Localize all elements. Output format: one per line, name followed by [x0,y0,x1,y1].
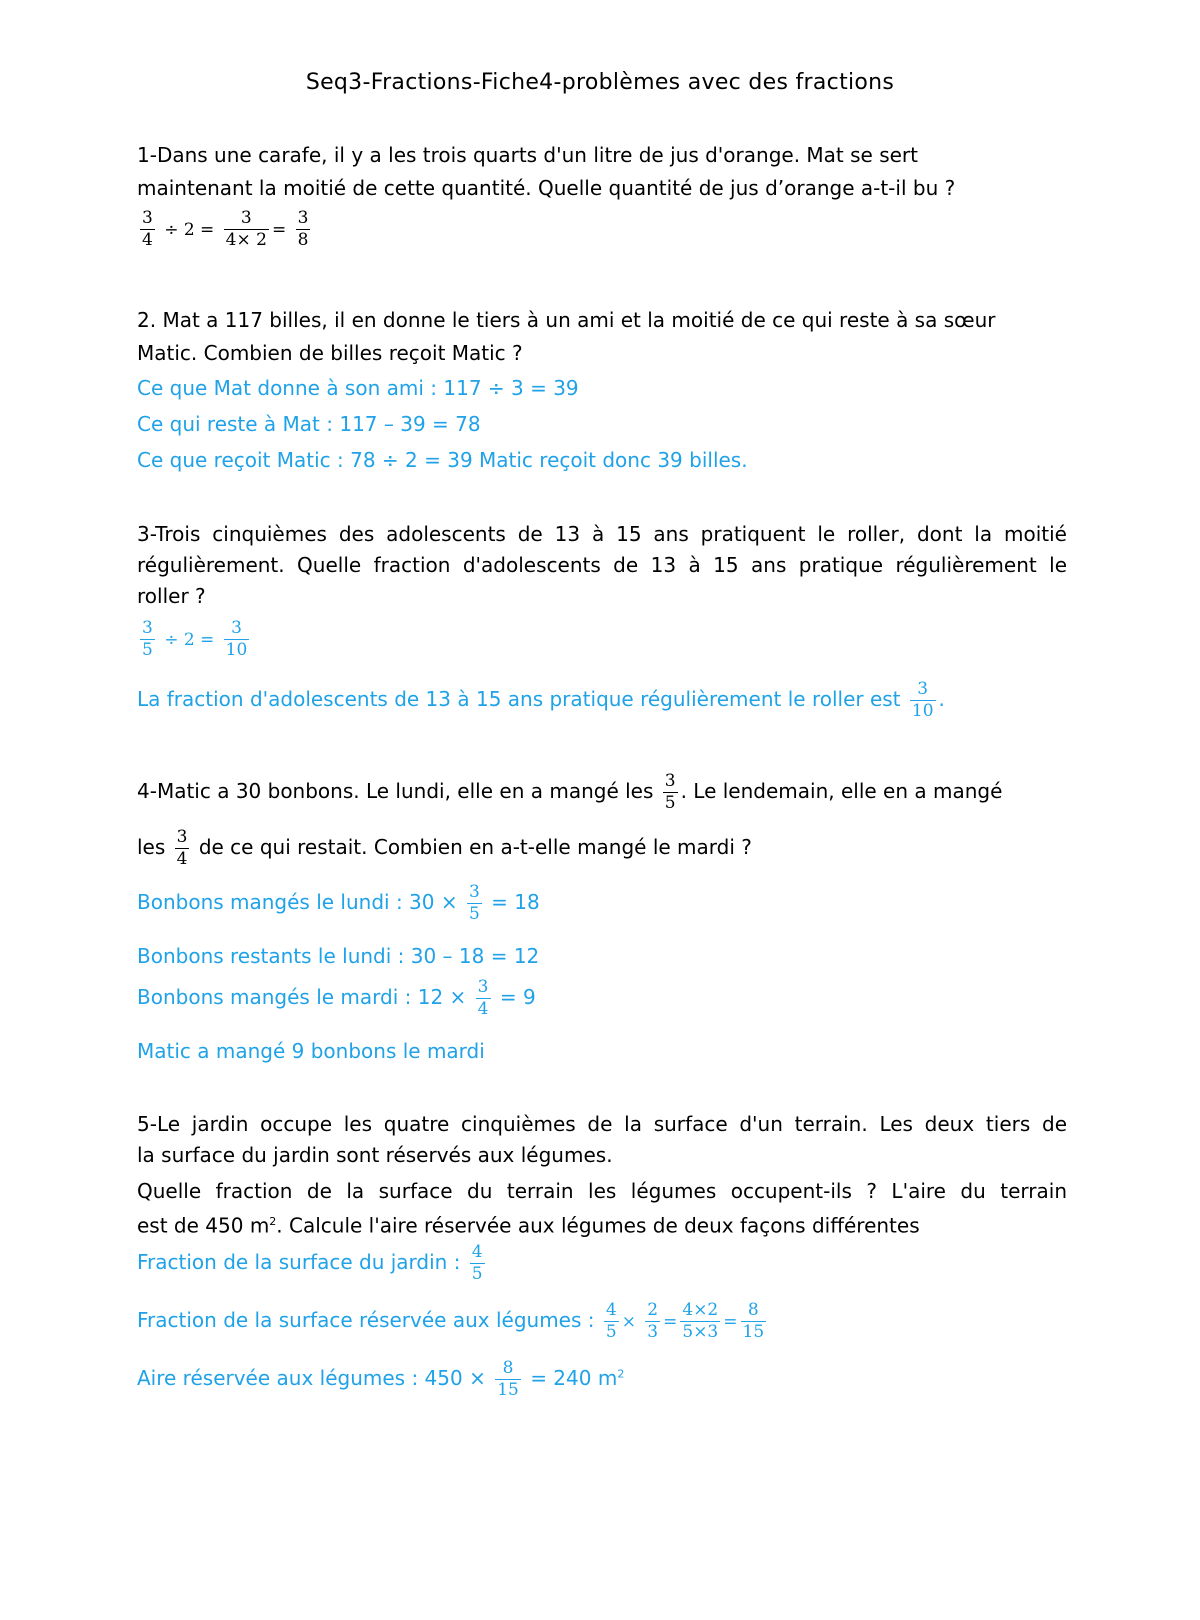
problem-2-line-2: Matic. Combien de billes reçoit Matic ? [137,341,523,365]
problem-5-line-4: est de 450 $m^2$. Calcule l'aire réservée aux légumes de deux façons différentes [137,1213,920,1238]
problem-1-answer: $\frac{3}{4}$ ÷ 2 = $\frac{3}{4\times 2}$ = $\frac{3}{8}$ [142,208,309,250]
problem-2-answer-3: Ce que reçoit Matic : 78 ÷ 2 = 39 Matic reçoit donc 39 billes. [137,448,748,472]
problem-1-line-2: maintenant la moitié de cette quantité. Quelle quantité de jus d’orange a-t-il bu ? [137,176,956,200]
fraction: $\frac{3}{10}$ [225,618,248,660]
fraction: $\frac{3}{8}$ [297,208,309,250]
problem-5-line-1: 5-Le jardin occupe les quatre cinquièmes de la surface d'un terrain. Les deux tiers de [137,1112,1067,1136]
fraction: $\frac{3}{5}$ [664,771,676,813]
fraction: $\frac{3}{5}$ [142,618,153,660]
problem-2-line-1: 2. Mat a 117 billes, il en donne le tiers à un ami et la moitié de ce qui reste à sa sœur [137,308,996,332]
problem-4-line-1: 4-Matic a 30 bonbons. Le lundi, elle en a mangé les $\frac{3}{5}$ . Le lendemain, elle en a mangé [137,771,1003,813]
problem-3-conclusion: La fraction d'adolescents de 13 à 15 ans pratique régulièrement le roller est $\frac{3}{10}$ . [137,679,945,721]
problem-5-line-3: Quelle fraction de la surface du terrain les légumes occupent-ils ? L'aire du terrain [137,1179,1067,1203]
fraction: $\frac{8}{15}$ [742,1300,765,1342]
problem-3-line-3: roller ? [137,584,206,608]
problem-4-answer-2: Bonbons restants le lundi : 30 – 18 = 12 [137,944,540,968]
problem-3-answer: $\frac{3}{5}$ ÷ 2 = $\frac{3}{10}$ [142,618,248,660]
fraction: $\frac{4}{5}$ [605,1300,617,1342]
page-title: Seq3-Fractions-Fiche4-problèmes avec des fractions [305,70,895,95]
problem-3-line-2: régulièrement. Quelle fraction d'adolescents de 13 à 15 ans pratique régulièrement le [137,553,1067,577]
fraction: $\frac{3}{10}$ [911,679,934,721]
problem-5-answer-1: Fraction de la surface du jardin : $\frac{4}{5}$ [137,1242,483,1284]
fraction: $\frac{8}{15}$ [497,1358,519,1400]
problem-4-answer-4: Matic a mangé 9 bonbons le mardi [137,1039,485,1063]
fraction: $\frac{3}{5}$ [468,882,480,924]
problem-4-line-2: les $\frac{3}{4}$ de ce qui restait. Combien en a-t-elle mangé le mardi ? [137,827,752,869]
problem-1-line-1: 1-Dans une carafe, il y a les trois quarts d'un litre de jus d'orange. Mat se sert [137,143,918,167]
problem-5-answer-3: Aire réservée aux légumes : 450 × $\frac{8}{15}$ = 240 $m^2$ [137,1358,625,1400]
fraction: $\frac{2}{3}$ [647,1300,659,1342]
fraction: $\frac{3}{4\times 2}$ [225,208,267,250]
problem-2-answer-1: Ce que Mat donne à son ami : 117 ÷ 3 = 39 [137,376,579,400]
problem-4-answer-3: Bonbons mangés le mardi : 12 × $\frac{3}{4}$ = 9 [137,977,536,1019]
problem-3-line-1: 3-Trois cinquièmes des adolescents de 13 à 15 ans pratiquent le roller, dont la moitié [137,522,1067,546]
fraction: $\frac{3}{4}$ [477,977,489,1019]
fraction: $\frac{3}{4}$ [176,827,188,869]
problem-2-answer-2: Ce qui reste à Mat : 117 – 39 = 78 [137,412,481,436]
problem-5-line-2: la surface du jardin sont réservés aux légumes. [137,1143,613,1167]
problem-4-answer-1: Bonbons mangés le lundi : 30 × $\frac{3}{5}$ = 18 [137,882,540,924]
fraction: $\frac{3}{4}$ [142,208,153,250]
fraction: $\frac{4\times 2}{5\times 3}$ [682,1300,719,1342]
fraction: $\frac{4}{5}$ [471,1242,483,1284]
problem-5-answer-2: Fraction de la surface réservée aux légumes : $\frac{4}{5}$ × $\frac{2}{3}$ = $\frac{4\times 2}{5\times 3}$ = $\frac{8}{15}$ [137,1300,765,1342]
